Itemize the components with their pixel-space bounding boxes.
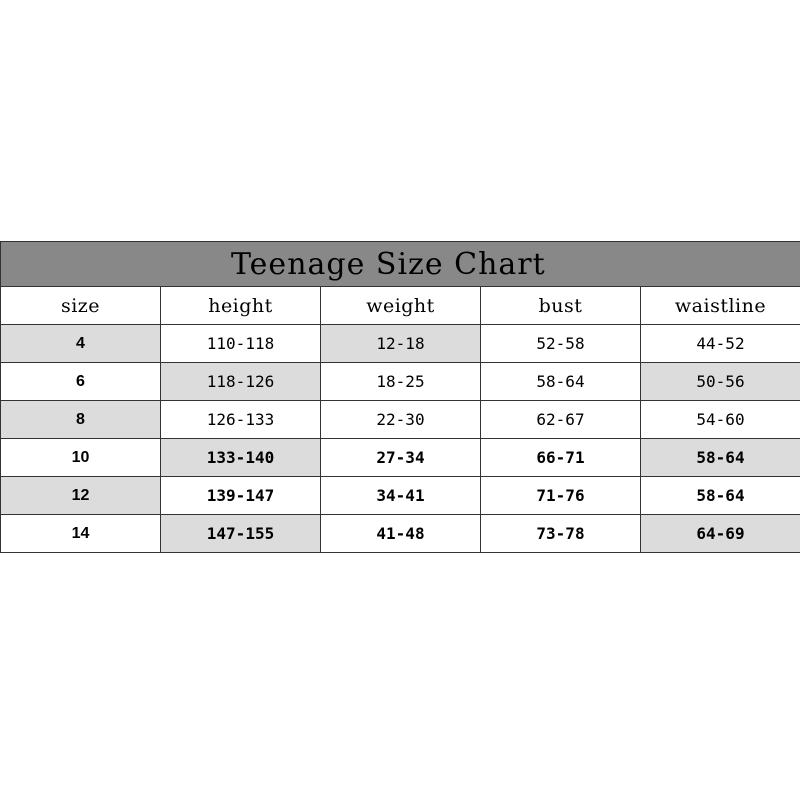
column-header-waistline: waistline bbox=[641, 287, 800, 325]
column-header-height: height bbox=[161, 287, 321, 325]
table-row bbox=[1, 401, 800, 439]
cell-height: 147-155 bbox=[161, 515, 321, 553]
cell-height: 126-133 bbox=[161, 401, 321, 439]
column-header-size: size bbox=[1, 287, 161, 325]
cell-weight: 22-30 bbox=[321, 401, 481, 439]
header-row bbox=[1, 287, 800, 325]
cell-waistline: 58-64 bbox=[641, 477, 800, 515]
table-body bbox=[1, 325, 800, 553]
table-row bbox=[1, 515, 800, 553]
cell-weight: 18-25 bbox=[321, 363, 481, 401]
cell-bust: 62-67 bbox=[481, 401, 641, 439]
cell-weight: 12-18 bbox=[321, 325, 481, 363]
cell-height: 133-140 bbox=[161, 439, 321, 477]
title-row bbox=[1, 242, 800, 287]
table-row bbox=[1, 439, 800, 477]
cell-height: 139-147 bbox=[161, 477, 321, 515]
cell-waistline: 44-52 bbox=[641, 325, 800, 363]
cell-weight: 41-48 bbox=[321, 515, 481, 553]
chart-title: Teenage Size Chart bbox=[1, 242, 800, 287]
cell-waistline: 64-69 bbox=[641, 515, 800, 553]
table-row bbox=[1, 363, 800, 401]
cell-bust: 71-76 bbox=[481, 477, 641, 515]
cell-weight: 27-34 bbox=[321, 439, 481, 477]
cell-size: 6 bbox=[1, 363, 161, 401]
size-chart-table bbox=[0, 241, 800, 553]
cell-bust: 58-64 bbox=[481, 363, 641, 401]
cell-height: 110-118 bbox=[161, 325, 321, 363]
cell-weight: 34-41 bbox=[321, 477, 481, 515]
cell-bust: 66-71 bbox=[481, 439, 641, 477]
cell-size: 8 bbox=[1, 401, 161, 439]
cell-height: 118-126 bbox=[161, 363, 321, 401]
cell-size: 4 bbox=[1, 325, 161, 363]
cell-size: 10 bbox=[1, 439, 161, 477]
cell-waistline: 54-60 bbox=[641, 401, 800, 439]
cell-waistline: 50-56 bbox=[641, 363, 800, 401]
column-header-weight: weight bbox=[321, 287, 481, 325]
cell-waistline: 58-64 bbox=[641, 439, 800, 477]
cell-bust: 52-58 bbox=[481, 325, 641, 363]
table-row bbox=[1, 325, 800, 363]
column-header-bust: bust bbox=[481, 287, 641, 325]
cell-size: 14 bbox=[1, 515, 161, 553]
cell-size: 12 bbox=[1, 477, 161, 515]
cell-bust: 73-78 bbox=[481, 515, 641, 553]
table-row bbox=[1, 477, 800, 515]
